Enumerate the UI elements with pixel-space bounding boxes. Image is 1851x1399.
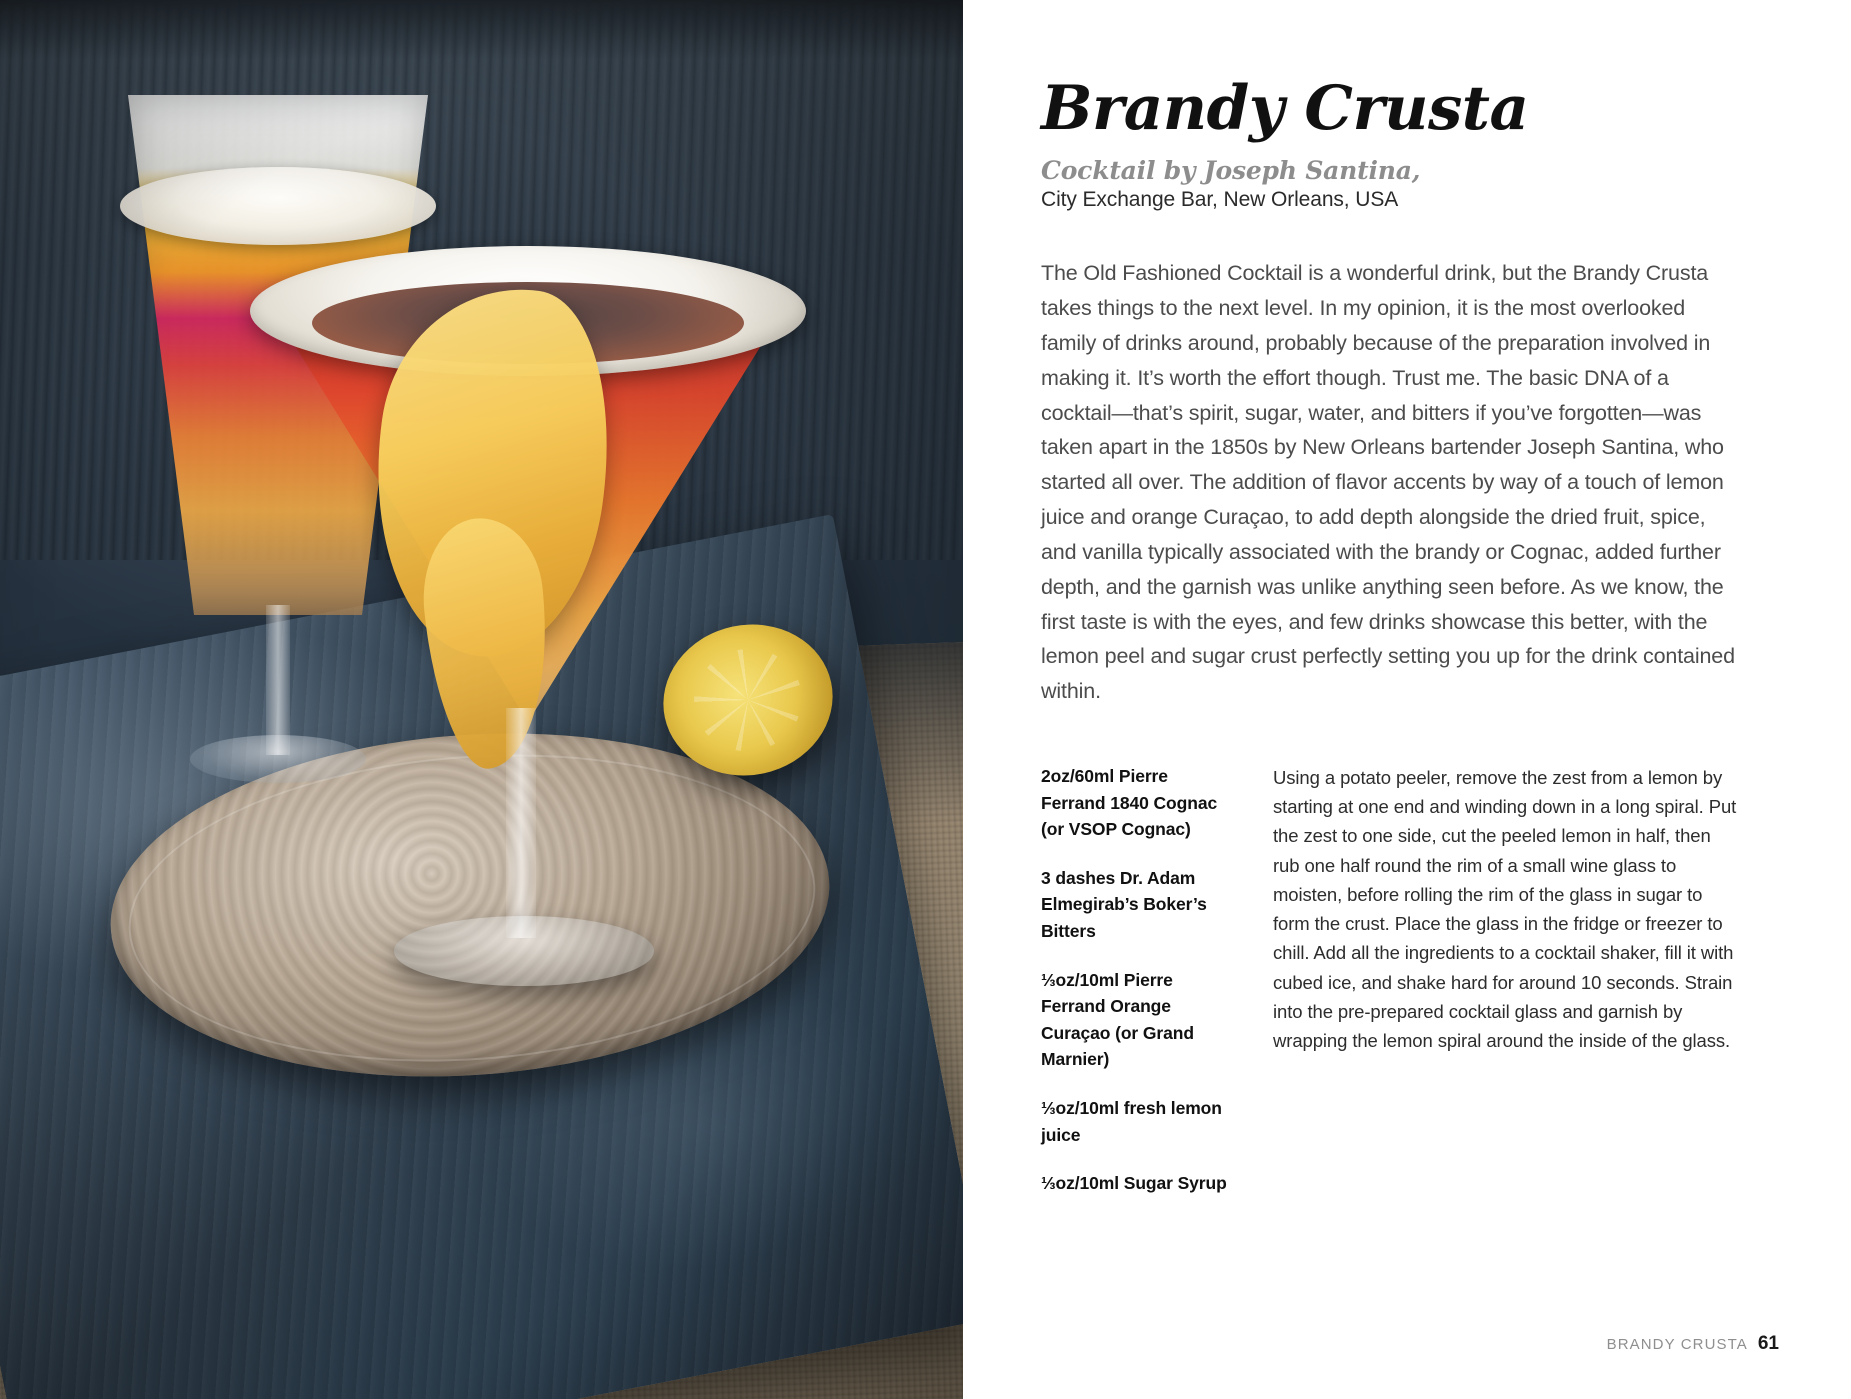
method-text: Using a potato peeler, remove the zest from a lemon by starting at one end and winding down in a long spiral. Put the zest to one side, cut the peeled lemon in half, then rub one half round the rim of a small wine glass to moisten, before rolling the rim of the glass in sugar to form the crust. Place the glass in the fridge or freezer to chill. Add all the ingredients to a cocktail shaker, fill it with cubed ice, and shake hard for around 10 seconds. Strain into the pre-prepared cocktail glass and garnish by wrapping the lemon spiral around the inside of the glass. xyxy=(1273,766,1737,1051)
recipe-body xyxy=(1041,763,1741,1219)
recipe-intro-text: The Old Fashioned Cocktail is a wonderful drink, but the Brandy Crusta takes things to the next level. In my opinion, it is the most overlooked family of drinks around, probably because of the preparation involved in making it. It’s worth the effort though. Trust me. The basic DNA of a cocktail—that’s spirit, sugar, water, and bitters if you’ve forgotten—was taken apart in the 1850s by New Orleans bartender Joseph Santina, who started all over. The addition of flavor accents by way of a touch of lemon juice and orange Curaçao, to add depth alongside the dried fruit, spice, and vanilla typically associated with the brandy or Cognac, added further depth, and the garnish was unlike anything seen before. As we know, the first taste is with the eyes, and few drinks showcase this better, with the lemon peel and sugar crust perfectly setting you up for the drink contained within. xyxy=(1041,261,1735,704)
ingredients-list xyxy=(1041,763,1237,1219)
ingredient-item: ⅓oz/10ml Sugar Syrup xyxy=(1041,1173,1227,1194)
back-glass-sugar-crust xyxy=(120,167,436,245)
front-glass-stem xyxy=(506,708,536,938)
page-number: 61 xyxy=(1757,1333,1779,1354)
ingredient-item: 3 dashes Dr. Adam Elmegirab’s Boker’s Bitters xyxy=(1041,867,1207,941)
recipe-page xyxy=(963,0,1851,1399)
page-footer xyxy=(1607,1333,1779,1355)
photo-front-cocktail-glass xyxy=(268,268,788,1058)
footer-recipe-name: BRANDY CRUSTA xyxy=(1606,1336,1748,1353)
recipe-byline: Cocktail by Joseph Santina, xyxy=(1041,156,1421,186)
recipe-venue: City Exchange Bar, New Orleans, USA xyxy=(1041,188,1399,212)
ingredient-item: ⅓oz/10ml Pierre Ferrand Orange Curaçao (or Grand Marnier) xyxy=(1041,969,1194,1070)
ingredient-item: ⅓oz/10ml fresh lemon juice xyxy=(1041,1097,1222,1145)
front-glass-foot xyxy=(394,916,654,986)
page-title: Brandy Crusta xyxy=(1041,73,1529,144)
ingredient-item: 2oz/60ml Pierre Ferrand 1840 Cognac (or VSOP Cognac) xyxy=(1041,765,1218,840)
